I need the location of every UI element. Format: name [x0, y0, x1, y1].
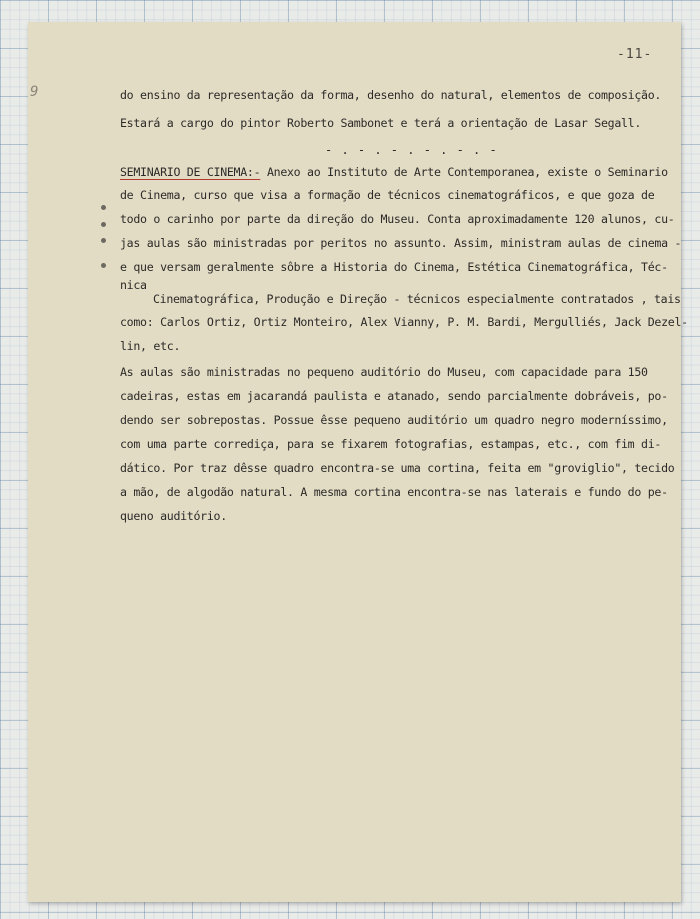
text-line: cadeiras, estas em jacarandá paulista e atanado, sendo parcialmente dobráveis, po-	[120, 389, 668, 403]
text-line: jas aulas são ministradas por peritos no assunto. Assim, ministram aulas de cinema -	[120, 236, 682, 250]
text-line: Estará a cargo do pintor Roberto Sambonet e terá a orientação de Lasar Segall.	[120, 116, 642, 130]
text-line: todo o carinho por parte da direção do Museu. Conta aproximadamente 120 alunos, cu-	[120, 212, 675, 226]
margin-annotation: 9	[30, 84, 39, 100]
punch-hole	[101, 222, 106, 227]
text-line: nica	[120, 278, 147, 292]
text-line: lin, etc.	[120, 339, 181, 353]
text-line: dático. Por traz dêsse quadro encontra-se uma cortina, feita em "groviglio", tecido	[120, 461, 675, 475]
text-line: queno auditório.	[120, 509, 227, 523]
text-line: a mão, de algodão natural. A mesma cortina encontra-se nas laterais e fundo do pe-	[120, 485, 668, 499]
text-line	[120, 165, 668, 179]
text-line: como: Carlos Ortiz, Ortiz Monteiro, Alex Vianny, P. M. Bardi, Mergulliés, Jack Dezel-	[120, 315, 688, 329]
text-line: de Cinema, curso que visa a formação de técnicos cinematográficos, e que goza de	[120, 188, 655, 202]
punch-hole	[101, 205, 106, 210]
text-line: Cinematográfica, Produção e Direção - técnicos especialmente contratados , tais	[153, 292, 681, 306]
text-line: As aulas são ministradas no pequeno auditório do Museu, com capacidade para 150	[120, 365, 648, 379]
text-fragment: Anexo ao Instituto de Arte Contemporanea, existe o Seminario	[260, 165, 668, 179]
text-line: com uma parte corrediça, para se fixarem fotografias, estampas, etc., com fim di-	[120, 437, 662, 451]
page-number: -11-	[617, 47, 653, 62]
text-line: e que versam geralmente sôbre a Historia do Cinema, Estética Cinematográfica, Téc-	[120, 260, 668, 274]
text-line: do ensino da representação da forma, desenho do natural, elementos de composição.	[120, 88, 662, 102]
punch-hole	[101, 238, 106, 243]
separator: - . - . - . - . - . -	[325, 143, 498, 157]
section-heading: SEMINARIO DE CINEMA:-	[120, 165, 261, 179]
text-line: dendo ser sobrepostas. Possue êsse pequeno auditório um quadro negro moderníssimo,	[120, 413, 668, 427]
punch-hole	[101, 263, 106, 268]
document-page	[28, 22, 688, 902]
